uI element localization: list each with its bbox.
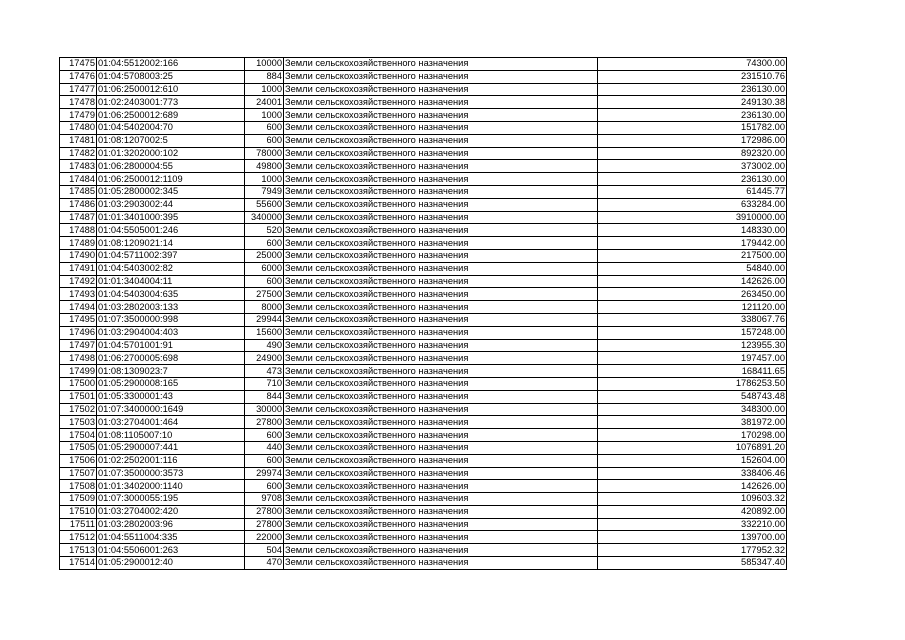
table-row (60, 160, 787, 173)
table-row (60, 70, 787, 83)
table-row (60, 326, 787, 339)
cadastral-number-cell: 01:07:3500000:998 (97, 313, 245, 326)
cadastral-number-cell: 01:08:1209021:14 (97, 237, 245, 250)
land-category-cell: Земли сельскохозяйственного назначения (284, 109, 598, 122)
cadastral-value-cell: 142626.00 (598, 275, 787, 288)
table-row (60, 134, 787, 147)
table-row (60, 467, 787, 480)
cadastral-number-cell: 01:03:2903002:44 (97, 198, 245, 211)
row-number-cell: 17508 (60, 480, 97, 493)
area-cell: 340000 (245, 211, 284, 224)
row-number-cell: 17478 (60, 96, 97, 109)
area-cell: 1000 (245, 173, 284, 186)
row-number-cell: 17486 (60, 198, 97, 211)
area-cell: 24900 (245, 352, 284, 365)
cadastral-value-cell: 109603.32 (598, 493, 787, 506)
area-cell: 30000 (245, 403, 284, 416)
cadastral-value-cell: 548743.48 (598, 390, 787, 403)
cadastral-number-cell: 01:02:2403001:773 (97, 96, 245, 109)
row-number-cell: 17491 (60, 262, 97, 275)
cadastral-value-cell: 177952.32 (598, 544, 787, 557)
row-number-cell: 17506 (60, 454, 97, 467)
cadastral-value-cell: 373002.00 (598, 160, 787, 173)
land-category-cell: Земли сельскохозяйственного назначения (284, 275, 598, 288)
cadastral-number-cell: 01:04:5512002:166 (97, 58, 245, 71)
cadastral-number-cell: 01:07:3500000:3573 (97, 467, 245, 480)
cadastral-number-cell: 01:01:3404004:11 (97, 275, 245, 288)
cadastral-value-cell: 172986.00 (598, 134, 787, 147)
area-cell: 10000 (245, 58, 284, 71)
land-category-cell: Земли сельскохозяйственного назначения (284, 173, 598, 186)
land-category-cell: Земли сельскохозяйственного назначения (284, 365, 598, 378)
table-row (60, 531, 787, 544)
area-cell: 29944 (245, 313, 284, 326)
row-number-cell: 17487 (60, 211, 97, 224)
cadastral-number-cell: 01:02:2502001:116 (97, 454, 245, 467)
row-number-cell: 17489 (60, 237, 97, 250)
table-row (60, 493, 787, 506)
area-cell: 27500 (245, 288, 284, 301)
land-category-cell: Земли сельскохозяйственного назначения (284, 493, 598, 506)
land-category-cell: Земли сельскохозяйственного назначения (284, 429, 598, 442)
cadastral-value-cell: 139700.00 (598, 531, 787, 544)
row-number-cell: 17494 (60, 301, 97, 314)
land-category-cell: Земли сельскохозяйственного назначения (284, 58, 598, 71)
table-row (60, 198, 787, 211)
table-row (60, 58, 787, 71)
land-category-cell: Земли сельскохозяйственного назначения (284, 160, 598, 173)
cadastral-value-cell: 74300.00 (598, 58, 787, 71)
table-row (60, 377, 787, 390)
area-cell: 600 (245, 121, 284, 134)
row-number-cell: 17475 (60, 58, 97, 71)
land-category-cell: Земли сельскохозяйственного назначения (284, 185, 598, 198)
cadastral-value-cell: 249130.38 (598, 96, 787, 109)
cadastral-number-cell: 01:05:3300001:43 (97, 390, 245, 403)
row-number-cell: 17477 (60, 83, 97, 96)
land-category-cell: Земли сельскохозяйственного назначения (284, 377, 598, 390)
land-category-cell: Земли сельскохозяйственного назначения (284, 83, 598, 96)
table-row (60, 365, 787, 378)
table-row (60, 275, 787, 288)
area-cell: 600 (245, 237, 284, 250)
cadastral-number-cell: 01:01:3202000:102 (97, 147, 245, 160)
row-number-cell: 17490 (60, 249, 97, 262)
land-category-cell: Земли сельскохозяйственного назначения (284, 544, 598, 557)
row-number-cell: 17511 (60, 518, 97, 531)
area-cell: 844 (245, 390, 284, 403)
cadastral-value-cell: 61445.77 (598, 185, 787, 198)
cadastral-number-cell: 01:08:1105007:10 (97, 429, 245, 442)
land-category-cell: Земли сельскохозяйственного назначения (284, 352, 598, 365)
cadastral-number-cell: 01:08:1309023:7 (97, 365, 245, 378)
cadastral-value-cell: 3910000.00 (598, 211, 787, 224)
row-number-cell: 17482 (60, 147, 97, 160)
cadastral-number-cell: 01:04:5708003:25 (97, 70, 245, 83)
cadastral-value-cell: 170298.00 (598, 429, 787, 442)
land-category-cell: Земли сельскохозяйственного назначения (284, 301, 598, 314)
table-row (60, 109, 787, 122)
cadastral-number-cell: 01:07:3000055:195 (97, 493, 245, 506)
land-category-cell: Земли сельскохозяйственного назначения (284, 313, 598, 326)
row-number-cell: 17496 (60, 326, 97, 339)
row-number-cell: 17480 (60, 121, 97, 134)
land-category-cell: Земли сельскохозяйственного назначения (284, 134, 598, 147)
area-cell: 1000 (245, 109, 284, 122)
cadastral-value-cell: 157248.00 (598, 326, 787, 339)
table-row (60, 224, 787, 237)
land-category-cell: Земли сельскохозяйственного назначения (284, 557, 598, 570)
area-cell: 7949 (245, 185, 284, 198)
cadastral-value-cell: 585347.40 (598, 557, 787, 570)
area-cell: 710 (245, 377, 284, 390)
table-row (60, 262, 787, 275)
table-row (60, 83, 787, 96)
cadastral-number-cell: 01:03:2704002:420 (97, 505, 245, 518)
cadastral-value-cell: 236130.00 (598, 173, 787, 186)
land-category-cell: Земли сельскохозяйственного назначения (284, 262, 598, 275)
row-number-cell: 17510 (60, 505, 97, 518)
area-cell: 22000 (245, 531, 284, 544)
cadastral-number-cell: 01:01:3402000:1140 (97, 480, 245, 493)
land-category-cell: Земли сельскохозяйственного назначения (284, 326, 598, 339)
cadastral-value-cell: 633284.00 (598, 198, 787, 211)
table-row (60, 390, 787, 403)
table-row (60, 480, 787, 493)
row-number-cell: 17476 (60, 70, 97, 83)
row-number-cell: 17512 (60, 531, 97, 544)
row-number-cell: 17500 (60, 377, 97, 390)
cadastral-value-cell: 54840.00 (598, 262, 787, 275)
cadastral-value-cell: 123955.30 (598, 339, 787, 352)
cadastral-value-cell: 168411.65 (598, 365, 787, 378)
area-cell: 600 (245, 275, 284, 288)
cadastral-value-cell: 197457.00 (598, 352, 787, 365)
land-category-cell: Земли сельскохозяйственного назначения (284, 339, 598, 352)
area-cell: 504 (245, 544, 284, 557)
area-cell: 440 (245, 441, 284, 454)
land-plots-table (59, 57, 787, 570)
cadastral-number-cell: 01:04:5403002:82 (97, 262, 245, 275)
table-row (60, 454, 787, 467)
area-cell: 600 (245, 134, 284, 147)
area-cell: 600 (245, 429, 284, 442)
land-category-cell: Земли сельскохозяйственного назначения (284, 518, 598, 531)
cadastral-number-cell: 01:06:2500012:689 (97, 109, 245, 122)
cadastral-number-cell: 01:06:2700005:698 (97, 352, 245, 365)
table-row (60, 173, 787, 186)
cadastral-number-cell: 01:05:2900012:40 (97, 557, 245, 570)
cadastral-number-cell: 01:04:5511004:335 (97, 531, 245, 544)
cadastral-value-cell: 420892.00 (598, 505, 787, 518)
area-cell: 473 (245, 365, 284, 378)
land-category-cell: Земли сельскохозяйственного назначения (284, 288, 598, 301)
cadastral-value-cell: 236130.00 (598, 109, 787, 122)
table-row (60, 185, 787, 198)
cadastral-number-cell: 01:06:2500012:1109 (97, 173, 245, 186)
area-cell: 15600 (245, 326, 284, 339)
area-cell: 27800 (245, 505, 284, 518)
table-row (60, 313, 787, 326)
cadastral-value-cell: 338067.76 (598, 313, 787, 326)
row-number-cell: 17497 (60, 339, 97, 352)
table-row (60, 544, 787, 557)
land-category-cell: Земли сельскохозяйственного назначения (284, 147, 598, 160)
area-cell: 55600 (245, 198, 284, 211)
table-row (60, 441, 787, 454)
land-category-cell: Земли сельскохозяйственного назначения (284, 416, 598, 429)
table-row (60, 301, 787, 314)
cadastral-value-cell: 121120.00 (598, 301, 787, 314)
area-cell: 884 (245, 70, 284, 83)
cadastral-number-cell: 01:06:2500012:610 (97, 83, 245, 96)
row-number-cell: 17495 (60, 313, 97, 326)
row-number-cell: 17479 (60, 109, 97, 122)
land-category-cell: Земли сельскохозяйственного назначения (284, 441, 598, 454)
land-category-cell: Земли сельскохозяйственного назначения (284, 96, 598, 109)
row-number-cell: 17513 (60, 544, 97, 557)
area-cell: 49800 (245, 160, 284, 173)
area-cell: 78000 (245, 147, 284, 160)
row-number-cell: 17492 (60, 275, 97, 288)
cadastral-value-cell: 338406.46 (598, 467, 787, 480)
table-row (60, 147, 787, 160)
row-number-cell: 17499 (60, 365, 97, 378)
cadastral-value-cell: 142626.00 (598, 480, 787, 493)
land-category-cell: Земли сельскохозяйственного назначения (284, 505, 598, 518)
row-number-cell: 17485 (60, 185, 97, 198)
land-category-cell: Земли сельскохозяйственного назначения (284, 467, 598, 480)
area-cell: 29974 (245, 467, 284, 480)
cadastral-value-cell: 1076891.20 (598, 441, 787, 454)
cadastral-value-cell: 148330.00 (598, 224, 787, 237)
cadastral-number-cell: 01:04:5506001:263 (97, 544, 245, 557)
land-category-cell: Земли сельскохозяйственного назначения (284, 403, 598, 416)
table-row (60, 557, 787, 570)
area-cell: 600 (245, 480, 284, 493)
row-number-cell: 17483 (60, 160, 97, 173)
row-number-cell: 17493 (60, 288, 97, 301)
area-cell: 27800 (245, 518, 284, 531)
cadastral-number-cell: 01:07:3400000:1649 (97, 403, 245, 416)
area-cell: 520 (245, 224, 284, 237)
land-category-cell: Земли сельскохозяйственного назначения (284, 249, 598, 262)
cadastral-number-cell: 01:03:2904004:403 (97, 326, 245, 339)
table-row (60, 121, 787, 134)
area-cell: 9708 (245, 493, 284, 506)
table-row (60, 518, 787, 531)
area-cell: 1000 (245, 83, 284, 96)
area-cell: 6000 (245, 262, 284, 275)
cadastral-number-cell: 01:08:1207002:5 (97, 134, 245, 147)
cadastral-number-cell: 01:05:2900007:441 (97, 441, 245, 454)
table-body (60, 58, 787, 570)
land-category-cell: Земли сельскохозяйственного назначения (284, 211, 598, 224)
row-number-cell: 17484 (60, 173, 97, 186)
cadastral-value-cell: 263450.00 (598, 288, 787, 301)
cadastral-value-cell: 332210.00 (598, 518, 787, 531)
cadastral-number-cell: 01:01:3401000:395 (97, 211, 245, 224)
area-cell: 27800 (245, 416, 284, 429)
cadastral-value-cell: 381972.00 (598, 416, 787, 429)
table-row (60, 249, 787, 262)
cadastral-value-cell: 179442.00 (598, 237, 787, 250)
cadastral-value-cell: 236130.00 (598, 83, 787, 96)
cadastral-value-cell: 231510.76 (598, 70, 787, 83)
cadastral-number-cell: 01:05:2800002:345 (97, 185, 245, 198)
cadastral-number-cell: 01:05:2900008:165 (97, 377, 245, 390)
area-cell: 24001 (245, 96, 284, 109)
cadastral-number-cell: 01:03:2802003:96 (97, 518, 245, 531)
cadastral-number-cell: 01:04:5711002:397 (97, 249, 245, 262)
land-category-cell: Земли сельскохозяйственного назначения (284, 237, 598, 250)
row-number-cell: 17507 (60, 467, 97, 480)
row-number-cell: 17503 (60, 416, 97, 429)
row-number-cell: 17504 (60, 429, 97, 442)
cadastral-number-cell: 01:03:2802003:133 (97, 301, 245, 314)
cadastral-number-cell: 01:03:2704001:464 (97, 416, 245, 429)
table-row (60, 339, 787, 352)
cadastral-value-cell: 151782.00 (598, 121, 787, 134)
row-number-cell: 17498 (60, 352, 97, 365)
cadastral-number-cell: 01:04:5505001:246 (97, 224, 245, 237)
cadastral-value-cell: 217500.00 (598, 249, 787, 262)
table-row (60, 403, 787, 416)
area-cell: 25000 (245, 249, 284, 262)
table-row (60, 211, 787, 224)
cadastral-value-cell: 1786253.50 (598, 377, 787, 390)
row-number-cell: 17505 (60, 441, 97, 454)
cadastral-number-cell: 01:04:5402004:70 (97, 121, 245, 134)
cadastral-number-cell: 01:04:5701001:91 (97, 339, 245, 352)
area-cell: 600 (245, 454, 284, 467)
table-row (60, 505, 787, 518)
table-row (60, 429, 787, 442)
table-row (60, 352, 787, 365)
land-category-cell: Земли сельскохозяйственного назначения (284, 198, 598, 211)
row-number-cell: 17501 (60, 390, 97, 403)
row-number-cell: 17488 (60, 224, 97, 237)
row-number-cell: 17514 (60, 557, 97, 570)
row-number-cell: 17509 (60, 493, 97, 506)
area-cell: 8000 (245, 301, 284, 314)
land-category-cell: Земли сельскохозяйственного назначения (284, 121, 598, 134)
table-row (60, 288, 787, 301)
cadastral-number-cell: 01:06:2800004:55 (97, 160, 245, 173)
land-category-cell: Земли сельскохозяйственного назначения (284, 70, 598, 83)
table-row (60, 96, 787, 109)
cadastral-value-cell: 152604.00 (598, 454, 787, 467)
land-category-cell: Земли сельскохозяйственного назначения (284, 531, 598, 544)
land-category-cell: Земли сельскохозяйственного назначения (284, 224, 598, 237)
row-number-cell: 17502 (60, 403, 97, 416)
land-category-cell: Земли сельскохозяйственного назначения (284, 480, 598, 493)
area-cell: 490 (245, 339, 284, 352)
land-category-cell: Земли сельскохозяйственного назначения (284, 454, 598, 467)
cadastral-value-cell: 892320.00 (598, 147, 787, 160)
area-cell: 470 (245, 557, 284, 570)
cadastral-value-cell: 348300.00 (598, 403, 787, 416)
cadastral-number-cell: 01:04:5403004:635 (97, 288, 245, 301)
row-number-cell: 17481 (60, 134, 97, 147)
table-row (60, 416, 787, 429)
table-row (60, 237, 787, 250)
land-category-cell: Земли сельскохозяйственного назначения (284, 390, 598, 403)
